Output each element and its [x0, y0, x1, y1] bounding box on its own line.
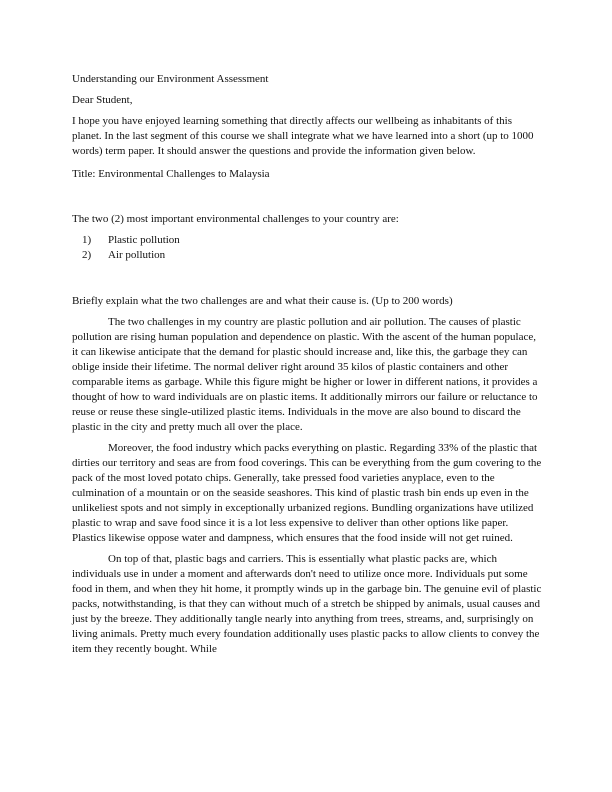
list-item-label: Plastic pollution [108, 234, 180, 246]
body-paragraph: On top of that, plastic bags and carriers. This is essentially what plastic packs are, which individuals use in under a moment and afterwards don't need to utilize once more. Individuals put some food in them, and when they hit home, it promptly winds up in the garbage bin. The genuine evil of plastic packs, notwithstanding, is that they can without much of a stretch be shipped by animals, usual causes and just by the breeze. They additionally tangle nearly into anything from trees, streams, and, surprisingly on living animals. Pretty much every foundation additionally uses plastic packs to allow clients to convey the item they recently bought. While [72, 553, 542, 655]
body-paragraph: The two challenges in my country are plastic pollution and air pollution. The causes of plastic pollution are rising human population and dependence on plastic. With the ascent of the human populace, it can likewise anticipate that the demand for plastic should increase and, like this, the garbage they can oblige inside their lifetime. The normal deliver right around 35 kilos of plastic containers and other comparable items as garbage. While this figure might be higher or lower in different nations, it provides a thought of how to ward individuals are on plastic items. It additionally mirrors our failure or reluctance to reuse or reuse these single-utilized plastic items. Individuals in the move are also bound to discard the plastic in the city and pretty much all over the place. [72, 316, 538, 433]
salutation: Dear Student, [72, 94, 133, 106]
challenges-list [72, 233, 542, 263]
list-item-label: Air pollution [108, 249, 166, 261]
challenges-lead: The two (2) most important environmental challenges to your country are: [72, 213, 399, 225]
document-title: Understanding our Environment Assessment [72, 73, 269, 85]
list-item [72, 233, 542, 248]
document-content [72, 72, 542, 663]
list-item-number: 2) [82, 249, 92, 261]
intro-paragraph: I hope you have enjoyed learning something that directly affects our wellbeing as inhabitants of this planet. In the last segment of this course we shall integrate what we have learned into a short (up to 1000 words) term paper. It should answer the questions and provide the information given below. [72, 115, 534, 157]
list-item-number: 1) [82, 234, 92, 246]
body-paragraph: Moreover, the food industry which packs everything on plastic. Regarding 33% of the plastic that dirties our territory and seas are from food coverings. This can be everything from the gum covering to the pack of the most loved potato chips. Generally, take pressed food varieties anyplace, even to the culmination of a mountain or on the seaside seashores. This kind of plastic trash bin ends up even in the unlikeliest spots and not simply in exceptionally urbanized regions. Bundling organizations have utilized plastic to wrap and save food since it is a lot less expensive to deliver than other options like paper. Plastics likewise oppose water and dampness, which ensures that the food inside will not get ruined. [72, 442, 542, 544]
paper-title: Title: Environmental Challenges to Malaysia [72, 168, 270, 180]
list-item [72, 248, 542, 263]
question-prompt: Briefly explain what the two challenges are and what their cause is. (Up to 200 words) [72, 295, 453, 307]
